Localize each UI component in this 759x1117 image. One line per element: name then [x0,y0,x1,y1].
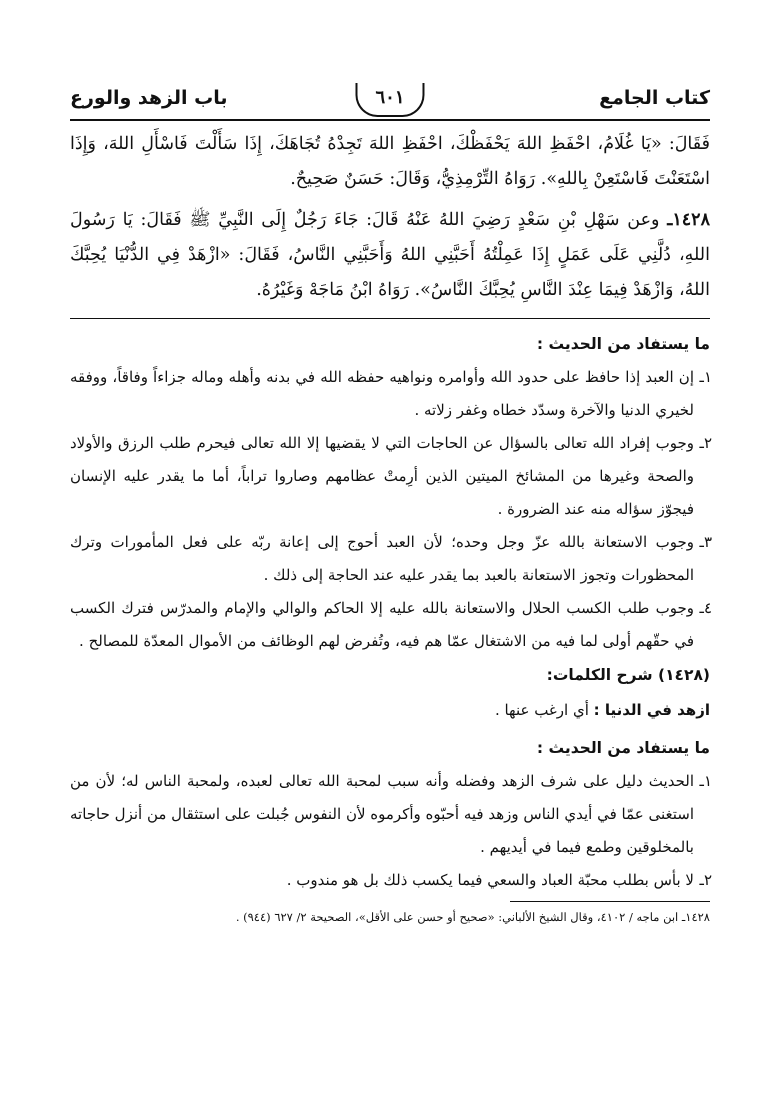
footnote-divider [510,901,710,902]
benefit-number: ١ـ [699,772,712,790]
hadith-1428 [70,203,710,308]
benefit-text: لا بأس بطلب محبّة العباد والسعي فيما يكسب ذلك بل هو مندوب . [286,871,694,889]
hadith-text: وعن سَهْلِ بْنِ سَعْدٍ رَضِيَ اللهُ عَنْهُ قَالَ: جَاءَ رَجُلٌ إِلَى النَّبِيِّ ﷺ فَقَالَ: يَا رَسُولَ اللهِ، دُلَّنِي عَلَى عَمَلٍ إِذَا عَمِلْتُهُ أَحَبَّنِي اللهُ وَأَحَبَّنِي النَّاسُ، فَقَالَ: «ازْهَدْ فِي الدُّنْيَا يُحِبَّكَ اللهُ، وَازْهَدْ فِيمَا عِنْدَ النَّاسِ يُحِبَّكَ النَّاسُ». رَوَاهُ ابْنُ مَاجَهْ وَغَيْرُهُ. [70,210,710,300]
benefit-item [70,864,710,897]
footnote: ١٤٢٨ـ ابن ماجه / ٤١٠٢، وقال الشيخ الألباني: «صحيح أو حسن على الأقل»، الصحيحة ٢/ ٦٢٧ (٩٤٤) . [235,910,710,924]
page-number: ٦٠١ [355,83,424,117]
glossary-term: ازهد في الدنيا : [593,701,710,719]
benefit-number: ١ـ [699,368,712,386]
previous-hadith-text: فَقَالَ: «يَا غُلَامُ، احْفَظِ اللهَ يَحْفَظْكَ، احْفَظِ اللهَ تَجِدْهُ تُجَاهَكَ، إِذَا سَأَلْتَ فَاسْأَلِ اللهَ، وَإِذَا اسْتَعَنْتَ فَاسْتَعِنْ بِاللهِ». رَوَاهُ التِّرْمِذِيُّ، وَقَالَ: حَسَنٌ صَحِيحٌ. [70,134,710,189]
glossary-heading: (١٤٢٨) شرح الكلمات: [546,666,710,684]
book-title: كتاب الجامع [599,87,710,109]
benefit-text: إن العبد إذا حافظ على حدود الله وأوامره ونواهيه حفظه الله في بدنه وأهله وماله جزاءاً وفاقاً، ووفقه لخيري الدنيا والآخرة وسدّد خطاه وغفر زلاته . [70,368,694,419]
hadith-number: ١٤٢٨ـ [667,210,710,230]
benefit-item [70,592,710,658]
page-header [70,85,710,121]
glossary-definition: أي ارغب عنها . [494,701,589,719]
benefit-number: ٣ـ [699,533,712,551]
benefit-number: ٢ـ [699,871,712,889]
benefits-section-1 [70,327,710,897]
section-divider [70,318,710,319]
benefit-text: وجوب الاستعانة بالله عزّ وجل وحده؛ لأن العبد أحوج إلى إعانة ربّه على فعل المأمورات وترك المحظورات وتجوز الاستعانة بالعبد بما يقدر عليه عند الحاجة إلى ذلك . [70,533,694,584]
benefit-text: وجوب إفراد الله تعالى بالسؤال عن الحاجات التي لا يقضيها إلا الله تعالى فيحرم طلب الرزق والأولاد والصحة وغيرها من المشائخ الميتين الذين أرِمتْ عظامهم وصاروا تراباً، أما ما يقدر عليه الإنسان فيجوّز سؤاله منه عند الضرورة . [70,434,694,518]
benefit-number: ٢ـ [699,434,712,452]
benefit-text: وجوب طلب الكسب الحلال والاستعانة بالله عليه إلا الحاكم والوالي والإمام والمدرّس فترك الكسب في حقّهم أولى لما فيه من الاشتغال عمّا هم فيه، وتُفرض لهم الوظائف من الأموال المعدّة للمصالح . [70,599,694,650]
benefits-heading: ما يستفاد من الحديث : [536,739,710,757]
benefit-item [70,765,710,864]
glossary-entry [70,694,710,727]
benefits-heading: ما يستفاد من الحديث : [536,335,710,353]
page [70,85,710,926]
benefit-item [70,361,710,427]
benefit-item [70,526,710,592]
benefit-number: ٤ـ [699,599,712,617]
benefit-item [70,427,710,526]
chapter-title: باب الزهد والورع [70,87,228,109]
benefit-text: الحديث دليل على شرف الزهد وفضله وأنه سبب لمحبة الله تعالى لعبده، ولمحبة الناس له؛ لأن من استغنى عمّا في أيدي الناس وزهد فيه أحبّوه وأكرموه لأن النفوس جُبلت على استثقال من أنزل حاجاته بالمخلوقين وطمع فيما في أيديهم . [70,772,694,856]
hadith-block [70,127,710,308]
